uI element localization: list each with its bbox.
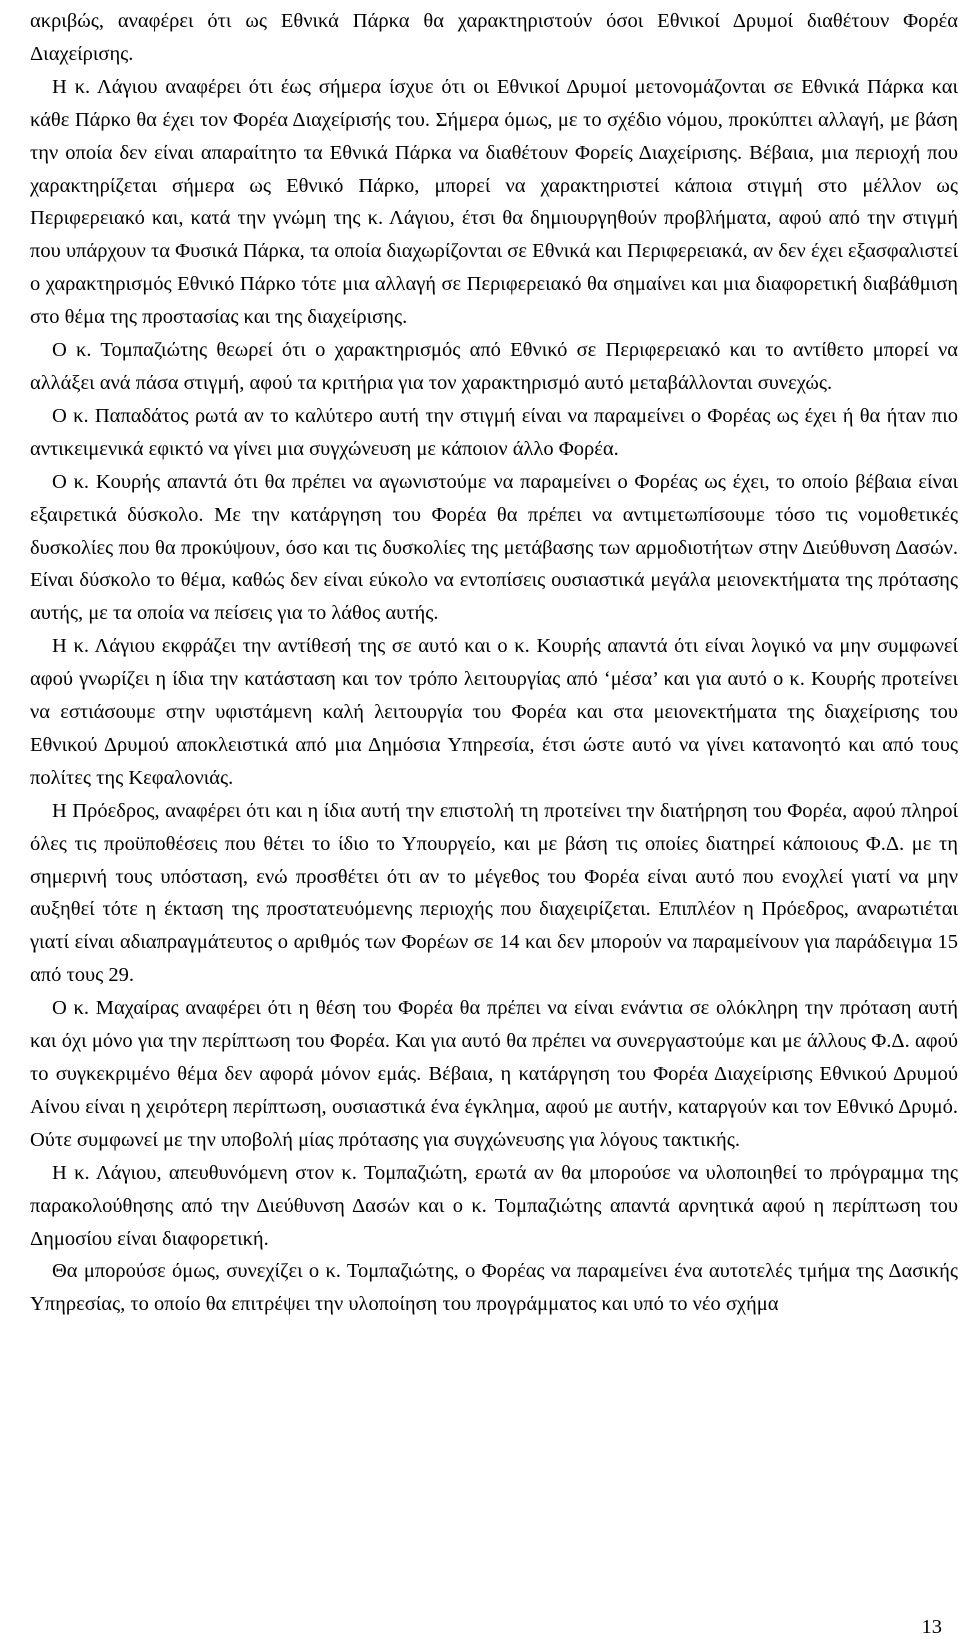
- paragraph: Θα μπορούσε όμως, συνεχίζει ο κ. Τομπαζιώτης, ο Φορέας να παραμείνει ένα αυτοτελές τμήμα της Δασικής Υπηρεσίας, το οποίο θα επιτρέψει την υλοποίηση του προγράμματος και υπό το νέο σχήμα: [30, 1260, 958, 1316]
- paragraph: Ο κ. Παπαδάτος ρωτά αν το καλύτερο αυτή την στιγμή είναι να παραμείνει ο Φορέας ως έχει ή θα ήταν πιο αντικειμενικά εφικτό να γίνει μια συγχώνευση με κάποιον άλλο Φορέα.: [30, 404, 958, 460]
- paragraph: Ο κ. Μαχαίρας αναφέρει ότι η θέση του Φορέα θα πρέπει να είναι ενάντια σε ολόκληρη την πρόταση αυτή και όχι μόνο για την περίπτωση του Φορέα. Και για αυτό θα πρέπει να συνεργαστούμε και με άλλους Φ.Δ. αφού το συγκεκριμένο θέμα δεν αφορά μόνον εμάς. Βέβαια, η κατάργηση του Φορέα Διαχείρισης Εθνικού Δρυμού Αίνου είναι η χειρότερη περίπτωση, ουσιαστικά ένα έγκλημα, αφού με αυτήν, καταργούν και τον Εθνικό Δρυμό. Ούτε συμφωνεί με την υποβολή μίας πρότασης για συγχώνευσης για λόγους τακτικής.: [30, 997, 958, 1151]
- paragraph: Ο κ. Κουρής απαντά ότι θα πρέπει να αγωνιστούμε να παραμείνει ο Φορέας ως έχει, το οποίο βέβαια είναι εξαιρετικά δύσκολο. Με την κατάργηση του Φορέα θα πρέπει να αντιμετωπίσουμε τόσο τις νομοθετικές δυσκολίες που θα προκύψουν, όσο και τις δυσκολίες της μετάβασης των αρμοδιοτήτων στην Διεύθυνση Δασών. Είναι δύσκολο το θέμα, καθώς δεν είναι εύκολο να εντοπίσεις ουσιαστικά μεγάλα μειονεκτήματα της πρότασης αυτής, με τα οποία να πείσεις για το λάθος αυτής.: [30, 470, 958, 625]
- paragraph: ακριβώς, αναφέρει ότι ως Εθνικά Πάρκα θα χαρακτηριστούν όσοι Εθνικοί Δρυμοί διαθέτουν Φορέα Διαχείρισης.: [30, 10, 958, 65]
- page-number: 13: [921, 1616, 942, 1638]
- paragraph: Η κ. Λάγιου αναφέρει ότι έως σήμερα ίσχυε ότι οι Εθνικοί Δρυμοί μετονομάζονται σε Εθνικά Πάρκα και κάθε Πάρκο θα έχει τον Φορέα Διαχείρισής του. Σήμερα όμως, με το σχέδιο νόμου, προκύπτει αλλαγή, με βάση την οποία δεν είναι απαραίτητο τα Εθνικά Πάρκα να διαθέτουν Φορείς Διαχείρισης. Βέβαια, μια περιοχή που χαρακτηρίζεται σήμερα ως Εθνικό Πάρκο, μπορεί να χαρακτηριστεί κάποια στιγμή στο μέλλον ως Περιφερειακό και, κατά την γνώμη της κ. Λάγιου, έτσι θα δημιουργηθούν προβλήματα, αφού από την στιγμή που υπάρχουν τα Φυσικά Πάρκα, τα οποία διαχωρίζονται σε Εθνικά και Περιφερειακά, αν δεν έχει εξασφαλιστεί ο χαρακτηρισμός Εθνικό Πάρκο τότε μια αλλαγή σε Περιφερειακό θα σημαίνει και μια διαφορετική διαβάθμιση στο θέμα της προστασίας και της διαχείρισης.: [30, 75, 958, 329]
- paragraph: Η Πρόεδρος, αναφέρει ότι και η ίδια αυτή την επιστολή τη προτείνει την διατήρηση του Φορέα, αφού πληροί όλες τις προϋποθέσεις που θέτει το ίδιο το Υπουργείο, και με βάση τις οποίες διατηρεί κάποιους Φ.Δ. με τη σημερινή τους υπόσταση, ενώ προσθέτει ότι αν το μέγεθος του Φορέα είναι αυτό που ενοχλεί γιατί να μην αυξηθεί τότε η έκταση της προστατευόμενης περιοχής που διαχειρίζεται. Επιπλέον η Πρόεδρος, αναρωτιέται γιατί είναι αδιαπραγμάτευτος ο αριθμός των Φορέων σε 14 και δεν μπορούν να παραμείνουν για παράδειγμα 15 από τους 29.: [30, 799, 958, 987]
- paragraph: Ο κ. Τομπαζιώτης θεωρεί ότι ο χαρακτηρισμός από Εθνικό σε Περιφερειακό και το αντίθετο μπορεί να αλλάξει ανά πάσα στιγμή, αφού τα κριτήρια για τον χαρακτηρισμό αυτό μεταβάλλονται συνεχώς.: [30, 339, 958, 394]
- document-page: [30, 5, 958, 1605]
- paragraph: Η κ. Λάγιου εκφράζει την αντίθεσή της σε αυτό και ο κ. Κουρής απαντά ότι είναι λογικό να μην συμφωνεί αφού γνωρίζει η ίδια την κατάσταση και τον τρόπο λειτουργίας από ‘μέσα’ και για αυτό ο κ. Κουρής προτείνει να εστιάσουμε στην υφιστάμενη καλή λειτουργία του Φορέα και στα μειονεκτήματα της διαχείρισης του Εθνικού Δρυμού αποκλειστικά από μια Δημόσια Υπηρεσία, έτσι ώστε αυτό να γίνει κατανοητό και από τους πολίτες της Κεφαλονιάς.: [30, 635, 958, 789]
- paragraph: Η κ. Λάγιου, απευθυνόμενη στον κ. Τομπαζιώτη, ερωτά αν θα μπορούσε να υλοποιηθεί το πρόγραμμα της παρακολούθησης από την Διεύθυνση Δασών και ο κ. Τομπαζιώτης απαντά αρνητικά αφού η περίπτωση του Δημοσίου είναι διαφορετική.: [30, 1161, 958, 1250]
